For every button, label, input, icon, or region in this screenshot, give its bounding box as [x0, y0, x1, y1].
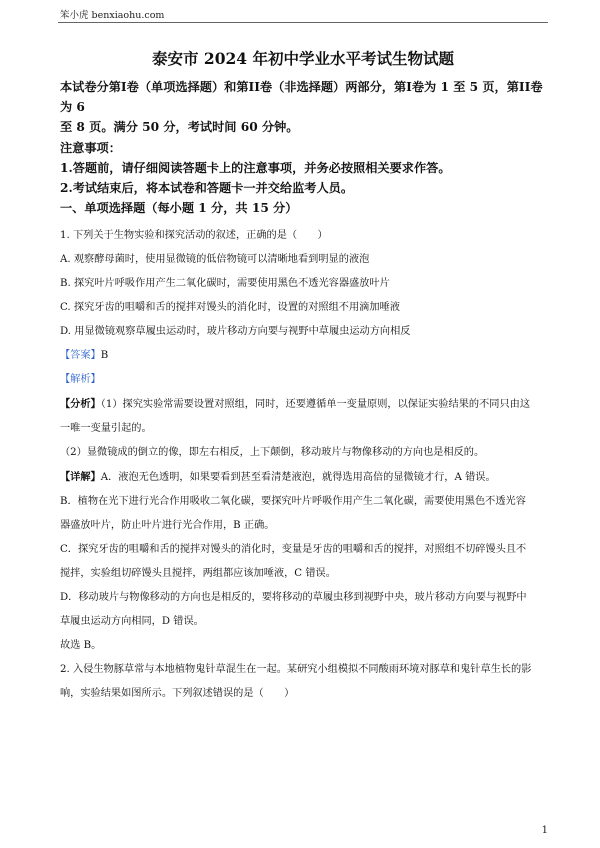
intro-line-1: 本试卷分第I卷（单项选择题）和第II卷（非选择题）两部分，第I卷为 1 至 5 页，第II卷为 6	[60, 80, 543, 114]
notice-heading: 注意事项：	[60, 141, 121, 155]
detail-text-a: A．液泡无色透明，如果要看到甚至看清楚液泡，就得选用高倍的显微镜才行，A 错误。	[100, 472, 496, 483]
notice-item-1: 1.答题前，请仔细阅读答题卡上的注意事项，并务必按照相关要求作答。	[60, 161, 451, 175]
page-number: 1	[541, 825, 548, 836]
document-body	[60, 47, 546, 706]
notice-item-2: 2.考试结束后，将本试卷和答题卡一并交给监考人员。	[60, 181, 354, 195]
detail-paragraph-b-line-1: B．植物在光下进行光合作用吸收二氧化碳，要探究叶片呼吸作用产生二氧化碳，需要使用黑色不透光容	[60, 496, 526, 507]
detail-paragraph-b-line-2: 器盛放叶片，防止叶片进行光合作用，B 正确。	[60, 520, 275, 531]
detail-paragraph-c-line-1: C．探究牙齿的咀嚼和舌的搅拌对馒头的消化时，变量是牙齿的咀嚼和舌的搅拌，对照组不切碎馒头且不	[60, 544, 527, 555]
header-watermark: 笨小虎 benxiaohu.com	[60, 10, 165, 21]
question-1-option-d: D. 用显微镜观察草履虫运动时，玻片移动方向要与视野中草履虫运动方向相反	[60, 326, 411, 337]
question-2-stem-line-1: 2. 入侵生物豚草常与本地植物鬼针草混生在一起。某研究小组模拟不同酸雨环境对豚草和鬼针草生长的影	[60, 664, 532, 675]
analysis-paragraph-1-cont: 一唯一变量引起的。	[60, 423, 152, 434]
detail-paragraph-a	[60, 465, 546, 490]
question-1-answer	[60, 344, 546, 368]
section-heading-single-choice: 一、单项选择题（每小题 1 分，共 15 分）	[60, 201, 298, 215]
detail-paragraph-d-line-2: 草履虫运动方向相同，D 错误。	[60, 616, 204, 627]
fenxi-tag: 【分析】	[60, 398, 101, 410]
answer-label: 【答案】	[60, 350, 101, 361]
question-1-option-b: B. 探究叶片呼吸作用产生二氧化碳时，需要使用黑色不透光容器盛放叶片	[60, 278, 390, 289]
detail-paragraph-c-line-2: 搅拌，实验组切碎馒头且搅拌，两组都应该加唾液，C 错误。	[60, 568, 336, 579]
page-title: 泰安市 2024 年初中学业水平考试生物试题	[152, 49, 454, 68]
question-1-option-c: C. 探究牙齿的咀嚼和舌的搅拌对馒头的消化时，设置的对照组不用滴加唾液	[60, 302, 400, 313]
header-divider	[58, 22, 548, 23]
detail-paragraph-d-line-1: D．移动玻片与物像移动的方向也是相反的，要将移动的草履虫移到视野中央，玻片移动方向要与视野中	[60, 592, 527, 603]
question-1-stem: 1. 下列关于生物实验和探究活动的叙述，正确的是（ ）	[60, 230, 328, 241]
analysis-paragraph-1	[60, 392, 546, 417]
question-1-conclusion: 故选 B。	[60, 640, 102, 651]
question-2-stem-line-2: 响，实验结果如图所示。下列叙述错误的是（ ）	[60, 688, 295, 699]
detail-tag: 【详解】	[60, 471, 101, 483]
analysis-label: 【解析】	[60, 374, 101, 385]
analysis-paragraph-2: （2）显微镜成的倒立的像，即左右相反，上下颠倒，移动玻片与物像移动的方向也是相反的。	[60, 447, 485, 458]
question-1-option-a: A. 观察酵母菌时，使用显微镜的低倍物镜可以清晰地看到明显的液泡	[60, 254, 370, 265]
question-1-analysis-heading	[60, 368, 546, 392]
fenxi-text-1a: （1）探究实验常需要设置对照组，同时，还要遵循单一变量原则，以保证实验结果的不同只由这	[100, 399, 531, 410]
intro-line-2: 至 8 页。满分 50 分，考试时间 60 分钟。	[60, 120, 299, 134]
answer-value: B	[100, 350, 109, 361]
